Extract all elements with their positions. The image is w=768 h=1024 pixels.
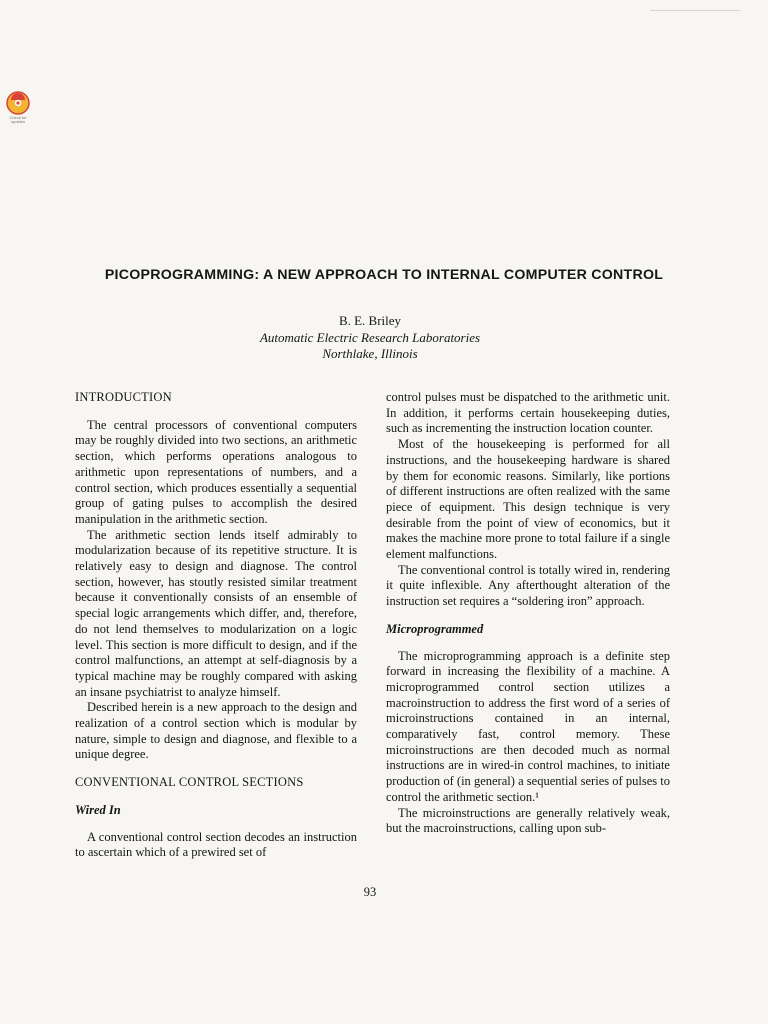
paper-title: PICOPROGRAMMING: A NEW APPROACH TO INTERNAL COMPUTER CONTROL <box>104 267 664 283</box>
paragraph: Most of the housekeeping is performed for all instructions, and the housekeeping hardware is shared by them for economic reasons. Similarly, like portions of different instructions are often realized with the same piece of equipment. This design technique is very desirable from the point of view of economics, but it makes the machine more prone to total failure if a single element malfunctions. <box>386 437 670 562</box>
paragraph: The microprogramming approach is a definite step forward in increasing the flexibility of a machine. A microprogrammed control section utilizes a macroinstruction to address the first word of a series of microinstructions contained in an internal, comparatively fast, control memory. These microinstructions are then decoded much as normal instructions are in wired-in control machines, to initiate production of (in general) a sequential series of pulses to control the arithmetic section.¹ <box>386 648 670 804</box>
section-heading-introduction: INTRODUCTION <box>75 390 172 404</box>
scan-artifact-line <box>650 10 740 11</box>
paragraph: The microinstructions are generally relatively weak, but the macroinstructions, calling upon sub- <box>386 805 670 836</box>
author-affiliation: Automatic Electric Research Laboratories <box>259 329 481 345</box>
crossmark-icon <box>6 91 30 115</box>
badge-label: Check for updates <box>9 115 27 124</box>
page-number: 93 <box>363 885 377 899</box>
left-column <box>75 390 357 861</box>
paragraph: The central processors of conventional computers may be roughly divided into two sections, an arithmetic section, which performs operations analogous to arithmetic upon representations of numbers, and a control section, which produces essentially a sequential group of gating pulses to accomplish the desired manipulation in the arithmetic section. <box>75 417 357 526</box>
paragraph: A conventional control section decodes an instruction to ascertain which of a prewired set of <box>75 829 357 860</box>
subsection-heading-microprogrammed: Microprogrammed <box>386 621 484 636</box>
author-name: B. E. Briley <box>338 313 402 328</box>
paragraph: control pulses must be dispatched to the arithmetic unit. In addition, it performs certain housekeeping duties, such as incrementing the instruction location counter. <box>386 390 670 436</box>
paragraph: Described herein is a new approach to the design and realization of a control section which is modular by nature, simple to design and diagnose, and flexible to a unique degree. <box>75 700 357 762</box>
section-heading-conventional-control: CONVENTIONAL CONTROL SECTIONS <box>75 775 304 790</box>
paragraph: The arithmetic section lends itself admirably to modularization because of its repetitive structure. It is relatively easy to design and diagnose. The control section, however, has stoutly resisted similar treatment because it conventionally consists of an ensemble of special logic arrangements which differ, and, therefore, do not lend themselves to modularization on a logic level. This section is more difficult to design, and if the control malfunctions, an attempt at self-diagnosis by a typical machine may be roughly compared with asking an insane psychiatrist to analyze himself. <box>75 527 357 699</box>
subsection-heading-wired-in: Wired In <box>75 802 121 817</box>
check-for-updates-badge[interactable] <box>3 91 33 127</box>
right-column <box>386 390 670 837</box>
paragraph: The conventional control is totally wired in, rendering it quite inflexible. Any afterthought alteration of the instruction set requires a “soldering iron” approach. <box>386 562 670 609</box>
author-location: Northlake, Illinois <box>322 346 418 361</box>
author-block <box>0 313 740 363</box>
